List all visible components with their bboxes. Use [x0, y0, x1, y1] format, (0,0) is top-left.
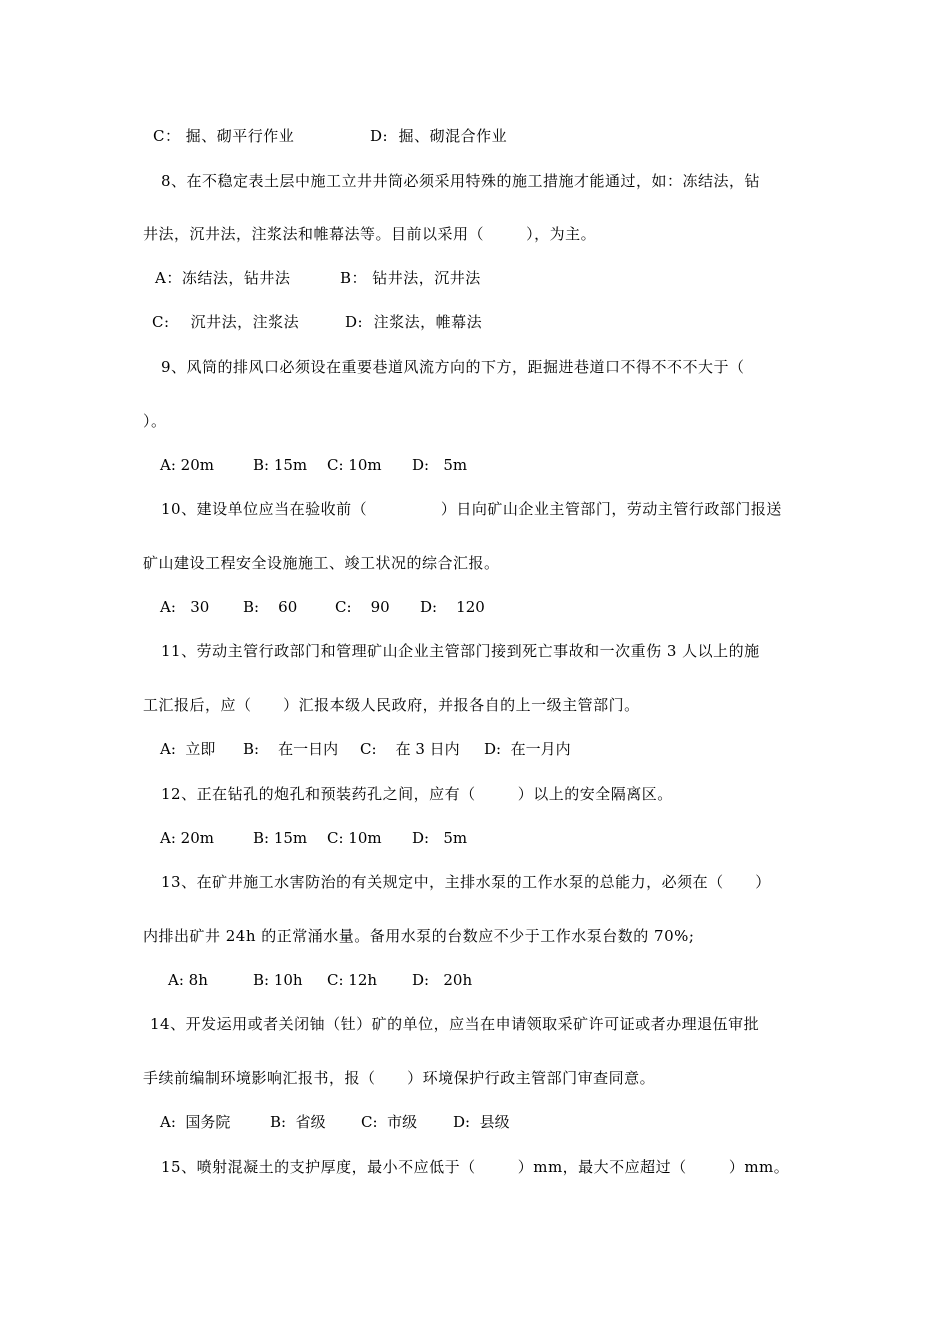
question-12-line-1: 12、正在钻孔的炮孔和预装药孔之间，应有（ ）以上的安全隔离区。: [161, 785, 673, 803]
question-15-line-1: 15、喷射混凝土的支护厚度，最小不应低于（ ）mm，最大不应超过（ ）mm。: [161, 1158, 790, 1176]
option-c: C: 12h: [327, 971, 378, 989]
option-c: C: 10m: [327, 456, 382, 474]
option-b: B: 10h: [253, 971, 303, 989]
option-a: A: 8h: [168, 971, 208, 989]
option-c: C: 在 3 日内: [360, 740, 460, 758]
option-b: B: 15m: [253, 456, 308, 474]
option-a: A: 20m: [160, 456, 214, 474]
question-14-line-1: 14、开发运用或者关闭铀（钍）矿的单位，应当在申请领取采矿许可证或者办理退伍审批: [150, 1015, 760, 1033]
question-8-option-a: A：冻结法，钻井法: [155, 269, 291, 287]
option-c: C: 90: [335, 598, 390, 616]
option-d: D: 在一月内: [484, 740, 571, 758]
option-a: A: 30: [160, 598, 210, 616]
option-b: B: 省级: [270, 1113, 326, 1131]
option-line-c-7: C： 掘、砌平行作业: [153, 127, 295, 145]
question-9-line-1: 9、风筒的排风口必须设在重要巷道风流方向的下方，距掘进巷道口不得不不不大于（: [161, 358, 745, 376]
option-b: B: 60: [243, 598, 298, 616]
question-14-line-2: 手续前编制环境影响汇报书，报（ ）环境保护行政主管部门审查同意。: [143, 1069, 656, 1087]
question-13-line-1: 13、在矿井施工水害防治的有关规定中，主排水泵的工作水泵的总能力，必须在（ ）: [161, 873, 771, 891]
option-d: D: 5m: [412, 829, 468, 847]
option-a: A: 20m: [160, 829, 214, 847]
option-d: D: 120: [420, 598, 485, 616]
option-d: D: 县级: [453, 1113, 510, 1131]
option-a: A: 立即: [160, 740, 216, 758]
question-13-line-2: 内排出矿井 24h 的正常涌水量。备用水泵的台数应不少于工作水泵台数的 70%;: [143, 927, 695, 945]
question-8-line-2: 井法，沉井法，注浆法和帷幕法等。目前以采用（ ），为主。: [143, 225, 597, 243]
option-a: A: 国务院: [160, 1113, 231, 1131]
option-line-d-7: D: 掘、砌混合作业: [370, 127, 508, 145]
question-11-line-1: 11、劳动主管行政部门和管理矿山企业主管部门接到死亡事故和一次重伤 3 人以上的施: [161, 642, 760, 660]
question-11-line-2: 工汇报后，应（ ）汇报本级人民政府，并报各自的上一级主管部门。: [143, 696, 640, 714]
question-8-option-c: C: 沉井法，注浆法: [152, 313, 300, 331]
question-9-line-2: ）。: [143, 412, 167, 430]
option-b: B: 15m: [253, 829, 308, 847]
question-10-line-2: 矿山建设工程安全设施施工、竣工状况的综合汇报。: [143, 554, 500, 572]
option-d: D: 20h: [412, 971, 473, 989]
question-8-line-1: 8、在不稳定表土层中施工立井井筒必须采用特殊的施工措施才能通过，如：冻结法，钻: [161, 172, 761, 190]
option-d: D: 5m: [412, 456, 468, 474]
question-10-line-1: 10、建设单位应当在验收前（ ）日向矿山企业主管部门，劳动主管行政部门报送: [161, 500, 782, 518]
option-c: C: 市级: [361, 1113, 418, 1131]
option-c: C: 10m: [327, 829, 382, 847]
option-b: B: 在一日内: [243, 740, 339, 758]
question-8-option-b: B： 钻井法，沉井法: [340, 269, 481, 287]
question-8-option-d: D: 注浆法，帷幕法: [345, 313, 483, 331]
